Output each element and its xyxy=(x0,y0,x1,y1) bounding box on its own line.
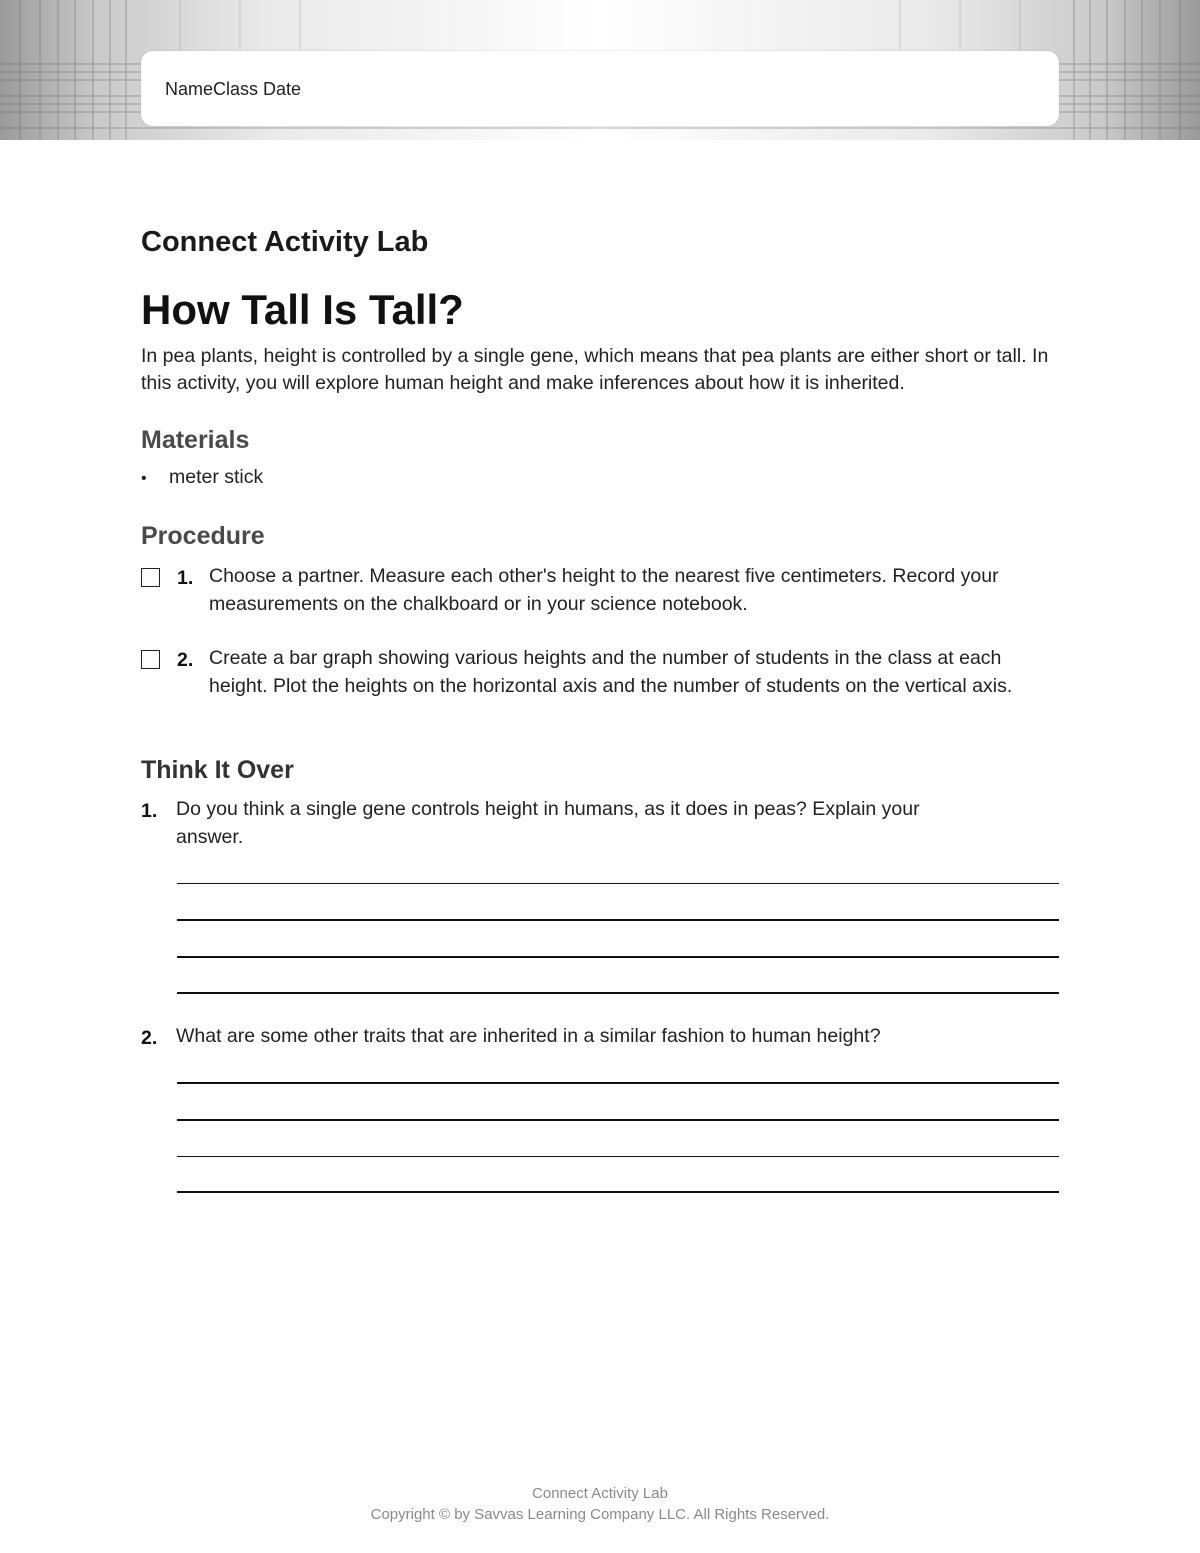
question-number: 2. xyxy=(141,1027,158,1049)
footer-copyright: Copyright © by Savvas Learning Company LLC. All Rights Reserved. xyxy=(370,1506,830,1523)
answer-line[interactable] xyxy=(177,1156,1059,1157)
question-text: Do you think a single gene controls height in humans, as it does in peas? Explain your answer. xyxy=(176,798,920,848)
bullet-icon: • xyxy=(141,470,147,487)
materials-item-text: meter stick xyxy=(169,466,264,488)
lab-subtitle: Connect Activity Lab xyxy=(141,226,429,258)
answer-line[interactable] xyxy=(177,919,1059,921)
step-text: Choose a partner. Measure each other's height to the nearest five centimeters. Record your measurements on the chalkboard or in your science notebook. xyxy=(209,565,999,615)
materials-heading: Materials xyxy=(141,426,250,454)
procedure-heading: Procedure xyxy=(141,522,265,550)
intro-paragraph: In pea plants, height is controlled by a single gene, which means that pea plants are either short or tall. In this activity, you will explore human height and make inferences about how it is inherited. xyxy=(141,345,1049,394)
answer-line[interactable] xyxy=(177,1119,1059,1121)
step-number: 2. xyxy=(177,649,194,671)
question-number: 1. xyxy=(141,800,158,822)
answer-line[interactable] xyxy=(177,1191,1059,1193)
step-number: 1. xyxy=(177,567,194,589)
answer-line[interactable] xyxy=(177,1082,1059,1084)
name-class-date-label: NameClass Date xyxy=(165,79,302,99)
materials-item xyxy=(141,466,263,489)
footer-title: Connect Activity Lab xyxy=(532,1485,668,1502)
think-it-over-heading: Think It Over xyxy=(141,756,294,784)
answer-line[interactable] xyxy=(177,992,1059,994)
answer-line[interactable] xyxy=(177,883,1059,884)
question-text: What are some other traits that are inherited in a similar fashion to human height? xyxy=(176,1025,881,1047)
answer-line[interactable] xyxy=(177,956,1059,958)
step-checkbox[interactable] xyxy=(141,650,160,669)
step-text: Create a bar graph showing various heights and the number of students in the class at each height. Plot the heights on the horizontal axis and the number of students on the vertical axis. xyxy=(209,647,1013,697)
lab-title: How Tall Is Tall? xyxy=(141,286,464,333)
name-class-date-box xyxy=(141,51,1059,126)
step-checkbox[interactable] xyxy=(141,568,160,587)
header-band xyxy=(0,0,1200,140)
